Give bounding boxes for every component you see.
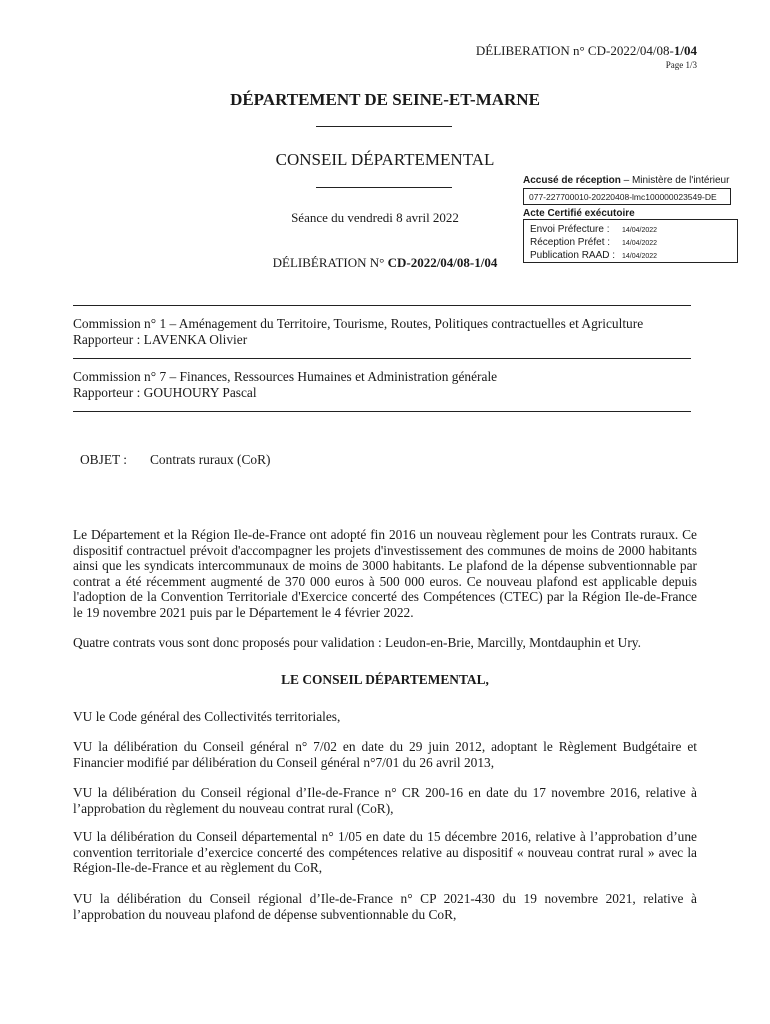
separator-line — [73, 358, 691, 359]
section-heading: LE CONSEIL DÉPARTEMENTAL, — [281, 672, 489, 687]
objet-value: Contrats ruraux (CoR) — [150, 452, 271, 467]
commission-rapporteur: Rapporteur : LAVENKA Olivier — [73, 331, 248, 347]
accuse-label: Accusé de réception — [523, 175, 621, 186]
department-title: DÉPARTEMENT DE SEINE-ET-MARNE — [230, 90, 540, 109]
acte-executoire-box — [523, 219, 738, 263]
intro-contracts-line: Quatre contrats vous sont donc proposés pour validation : Leudon-en-Brie, Marcilly, Montdauphin et Ury. — [73, 635, 641, 650]
reference-prefix: DÉLIBERATION n° CD-2022/04/08- — [475, 43, 674, 58]
vu-clause: VU la délibération du Conseil général n° 7/02 en date du 29 juin 2012, adoptant le Règlement Budgétaire et Financier modifié par délibération du Conseil général n°7/01 du 26 avril 2013, — [73, 739, 697, 770]
deliberation-number — [230, 255, 540, 271]
stamp-row-publication — [530, 250, 731, 263]
commission-name: Commission n° 7 – Finances, Ressources Humaines et Administration générale — [73, 369, 498, 384]
page-number: Page 1/3 — [665, 60, 697, 70]
deliberation-reference — [476, 43, 697, 59]
reference-suffix: 1/04 — [673, 43, 697, 58]
stamp-row-date: 14/04/2022 — [622, 240, 658, 247]
objet-label: OBJET : — [80, 452, 127, 467]
stamp-row-envoi — [530, 224, 731, 237]
stamp-row-reception — [530, 237, 731, 250]
accuse-authority: Ministère de l'intérieur — [631, 175, 730, 186]
vu-clause: VU la délibération du Conseil départemental n° 1/05 en date du 15 décembre 2016, relative à l’approbation d’une convention territoriale d’exercice concerté des compétences relative au dispositif « nouveau contrat rural » avec la Région-Ile-de-France et au règlement du CoR, — [73, 829, 697, 875]
vu-clause: VU le Code général des Collectivités territoriales, — [73, 709, 341, 724]
objet-line — [80, 452, 271, 468]
title-divider-2 — [316, 187, 452, 188]
commission-rapporteur: Rapporteur : GOUHOURY Pascal — [73, 384, 257, 400]
vu-clause: VU la délibération du Conseil régional d’Ile-de-France n° CR 200-16 en date du 17 novembre 2016, relative à l’approbation du règlement du nouveau contrat rural (CoR), — [73, 785, 697, 816]
deliberation-code: CD-2022/04/08-1/04 — [387, 255, 498, 270]
commission-1 — [73, 316, 713, 347]
title-divider-1 — [316, 126, 452, 127]
separator-line — [73, 411, 691, 412]
vu-clause: VU la délibération du Conseil régional d’Ile-de-France n° CP 2021-430 du 19 novembre 2021, relative à l’approbation du nouveau plafond de dépense subventionnable du CoR, — [73, 891, 697, 922]
stamp-row-label: Réception Préfet : — [530, 237, 611, 248]
accuse-reception-id: 077-227700010-20220408-lmc100000023549-DE — [523, 188, 731, 205]
stamp-row-label: Publication RAAD : — [530, 250, 616, 261]
commission-name: Commission n° 1 – Aménagement du Territoire, Tourisme, Routes, Politiques contractuelles et Agriculture — [73, 316, 644, 331]
stamp-row-label: Envoi Préfecture : — [530, 224, 610, 235]
session-date: Séance du vendredi 8 avril 2022 — [291, 210, 459, 225]
council-title: CONSEIL DÉPARTEMENTAL — [275, 150, 495, 169]
commission-7 — [73, 369, 713, 400]
deliberation-prefix: DÉLIBÉRATION N° — [272, 255, 385, 270]
intro-paragraph: Le Département et la Région Ile-de-France ont adopté fin 2016 un nouveau règlement pour les Contrats ruraux. Ce dispositif contractuel prévoit d'accompagner les projets d'investissement des communes de moins de 2000 habitants ainsi que les syndicats intercommunaux de moins de 3000 habitants. Le plafond de la dépense subventionnable par contrat a été récemment augmenté de 370 000 euros à 500 000 euros. Ce nouveau plafond est applicable depuis l'adoption de la Convention Territoriale d'Exercice concerté des Compétences (CTEC) par la Région Ile-de-France le 19 novembre 2021 puis par le Département le 4 février 2022. — [73, 527, 697, 620]
accuse-separator: – — [620, 175, 632, 186]
stamp-row-date: 14/04/2022 — [622, 253, 658, 260]
acte-executoire-title: Acte Certifié exécutoire — [523, 208, 635, 219]
accuse-reception-title — [523, 175, 729, 186]
separator-line — [73, 305, 691, 306]
stamp-row-date: 14/04/2022 — [622, 227, 658, 234]
